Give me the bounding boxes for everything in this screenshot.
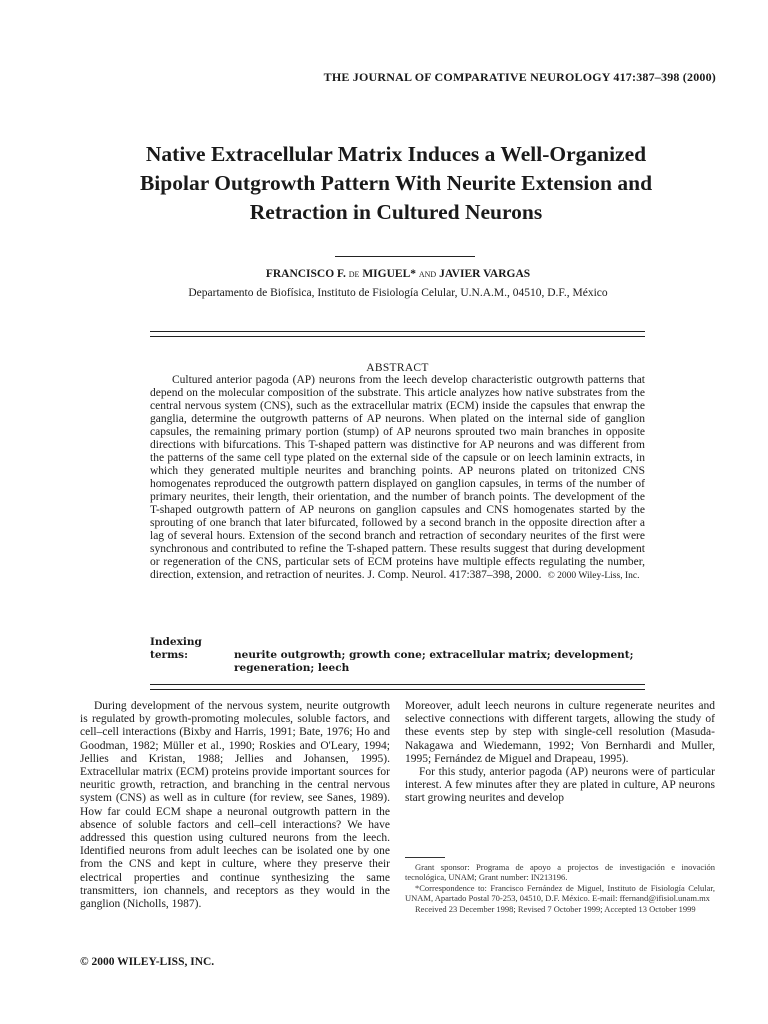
footnote-grant: Grant sponsor: Programa de apoyo a projectos de investigación e inovación tecnológica, UNAM; Grant number: IN213196. — [405, 862, 715, 882]
author-1-last: MIGUEL* — [359, 268, 416, 280]
body-paragraph: During development of the nervous system, neurite outgrowth is regulated by growth-promoting molecules, soluble factors, and cell–cell interactions (Bixby and Harris, 1991; Bate, 1976; Ho and Goodman, 1982; Müller et al., 1990; Roskies and O'Leary, 1994; Jellies and Kristan, 1988; Jellies and Johansen, 1995). Extracellular matrix (ECM) proteins provide important sources for neuritic growth, retraction, and branching in the central nervous system (CNS) as well as in culture (for review, see Sanes, 1989). How far could ECM shape a neuronal outgrowth pattern in the absence of soluble factors and cell–cell interactions? We have addressed this question using cultured neurons from the leech. Identified neurons from adult leeches can be isolated one by one from the CNS and kept in culture, where they preserve their electrical properties and continue synthesizing the same transmitters, ion channels, and receptors as they would in the ganglion (Nicholls, 1987). — [80, 700, 390, 911]
journal-header: THE JOURNAL OF COMPARATIVE NEUROLOGY 417:387–398 (2000) — [323, 70, 716, 84]
footnotes — [405, 862, 715, 915]
body-paragraph: Moreover, adult leech neurons in culture regenerate neurites and selective connections with different targets, allowing the study of these events step by step with single-cell resolution (Masuda-Nakagawa and Wiedemann, 1992; Von Bernhardi and Muller, 1995; Fernández de Miguel and Drapeau, 1995). — [405, 700, 715, 765]
author-line — [0, 268, 768, 280]
indexing-label: Indexing terms: — [150, 636, 202, 661]
abstract-heading: ABSTRACT — [366, 362, 429, 374]
footnote-received: Received 23 December 1998; Revised 7 October 1999; Accepted 13 October 1999 — [415, 904, 696, 914]
publisher-copyright: © 2000 WILEY-LISS, INC. — [80, 956, 215, 968]
footnote-divider — [405, 857, 445, 858]
body-column-right — [405, 700, 715, 806]
author-2: JAVIER VARGAS — [439, 268, 531, 280]
affiliation: Departamento de Biofísica, Instituto de Fisiología Celular, U.N.A.M., 04510, D.F., México — [188, 287, 608, 299]
title-divider — [335, 256, 475, 257]
indexing-terms — [150, 636, 645, 675]
body-paragraph: For this study, anterior pagoda (AP) neurons were of particular interest. A few minutes after they are plated in culture, AP neurons start growing neurites and develop — [405, 766, 715, 805]
indexing-line-1: neurite outgrowth; growth cone; extracellular matrix; development; — [234, 649, 634, 661]
author-1-particle: de — [348, 268, 360, 280]
abstract-text: Cultured anterior pagoda (AP) neurons from the leech develop characteristic outgrowth patterns that depend on the molecular composition of the substrate. This article analyzes how native substrates from the central nervous system (CNS), such as the extracellular matrix (ECM) inside the capsules that enwrap the ganglia, determine the outgrowth patterns of AP neurons. When plated on the internal side of ganglion capsules, the remaining primary portion (stump) of AP neurons sprouted two main branches in opposite directions with bifurcations. This T-shaped pattern was distinctive for AP neurons and was different from the patterns of the same cell type plated on the external side of the capsule or on leech laminin extracts, in which they generated multiple neurites and branching points. AP neurons plated on tritonized CNS homogenates reproduced the outgrowth pattern displayed on ganglion capsules, in terms of the number of primary neurites, their length, their orientation, and the number of branch points. The development of the T-shaped outgrowth pattern of AP neurons on ganglion capsules and CNS homogenates started by the sprouting of one branch that later bifurcated, followed by a second branch in the opposite direction after a lag of several hours. Extension of the second branch and retraction of secondary neurites of the first were synchronous and contributed to refine the T-shaped pattern. These results suggest that during development or regeneration of the CNS, particular sets of ECM proteins have multiple effects regulating the number, direction, extension, and retraction of neurites. J. Comp. Neurol. 417:387–398, 2000. — [150, 374, 645, 581]
abstract-body — [150, 374, 645, 583]
author-1-first: FRANCISCO F. — [265, 268, 349, 280]
abstract-bottom-rule — [150, 684, 645, 690]
indexing-line-2: regeneration; leech — [234, 662, 350, 674]
footnote-correspondence: *Correspondence to: Francisco Fernández de Miguel, Instituto de Fisiología Celular, UNAM, Apartado Postal 70-253, 04510, D.F. México. E-mail: ffernand@ifisiol.unam.mx — [405, 883, 715, 903]
abstract-copyright: © 2000 Wiley-Liss, Inc. — [547, 571, 640, 581]
article-title: Native Extracellular Matrix Induces a Well-Organized Bipolar Outgrowth Pattern With Neurite Extension and Retraction in Cultured Neurons — [139, 142, 653, 224]
author-conjunction: and — [416, 268, 440, 280]
abstract-top-rule — [150, 331, 645, 337]
body-column-left — [80, 700, 390, 911]
